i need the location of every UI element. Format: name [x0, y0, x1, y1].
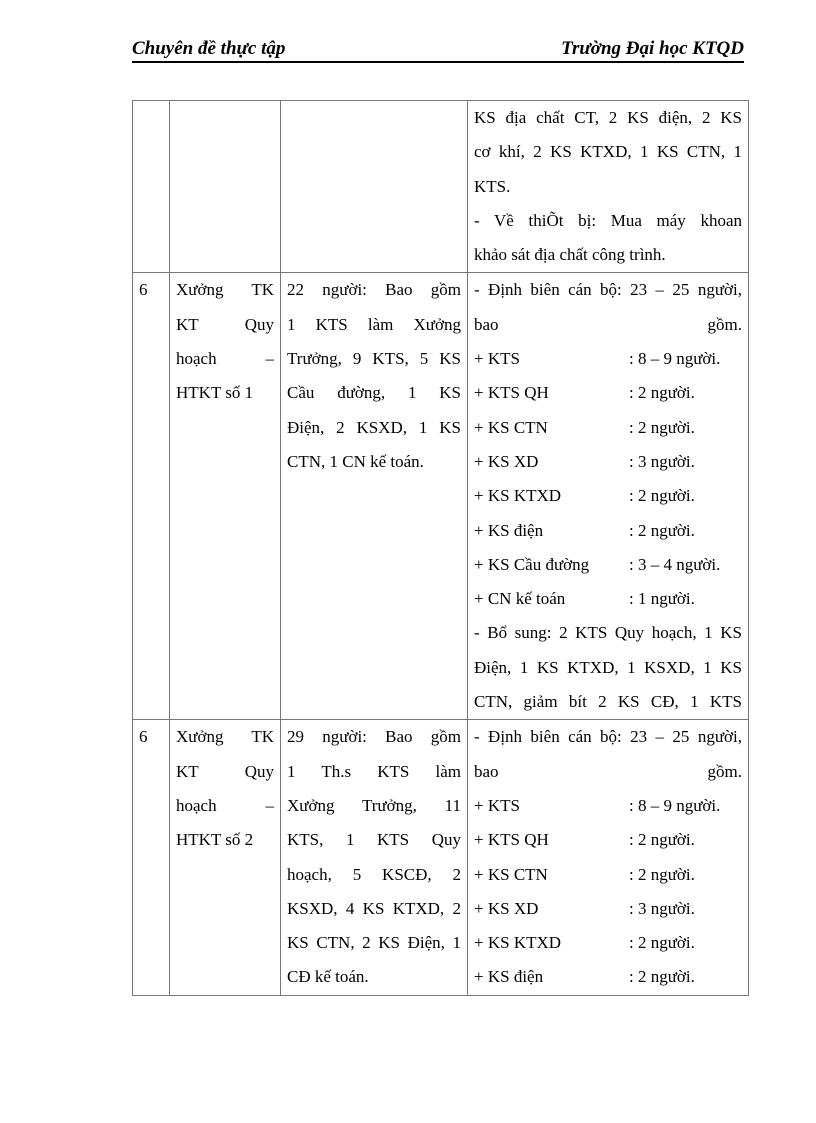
cell-text-line: bao gồm. — [474, 314, 742, 334]
planned-staff-cell — [468, 273, 749, 720]
stt-cell — [133, 720, 170, 995]
cell-text-line: KTS, 1 KTS Quy — [287, 830, 461, 850]
staffing-table-body — [133, 101, 749, 996]
cell-text-line: 29 người: Bao gồm — [287, 727, 461, 747]
cell-text-line: - Định biên cán bộ: 23 – 25 người, — [474, 727, 742, 747]
current-staff-cell — [281, 720, 468, 995]
staff-item — [474, 376, 742, 410]
cell-text-line: Xưởng TK — [176, 727, 274, 747]
cell-text-line: CĐ kế toán. — [287, 967, 369, 987]
staff-item — [474, 823, 742, 857]
cell-text-line: - Định biên cán bộ: 23 – 25 người, — [474, 280, 742, 300]
planned-staff-cell — [468, 720, 749, 995]
cell-text-line: CTN, giảm bít 2 KS CĐ, 1 KTS — [474, 692, 742, 712]
staff-count: : 1 người. — [629, 589, 695, 609]
staff-role: + KS KTXD — [474, 933, 562, 953]
table-row — [133, 273, 749, 720]
cell-text-line: Điện, 1 KS KTXD, 1 KSXD, 1 KS — [474, 657, 742, 677]
cell-text-line: hoạch – — [176, 795, 274, 815]
staff-role: + KS CTN — [474, 417, 548, 437]
staff-count: : 2 người. — [629, 417, 695, 437]
staff-count: : 2 người. — [629, 520, 695, 540]
cell-text-line: hoạch – — [176, 349, 274, 369]
staff-count: : 8 – 9 người. — [629, 795, 721, 815]
cell-text-line: Trưởng, 9 KTS, 5 KS — [287, 349, 461, 369]
unit-cell — [170, 720, 281, 995]
staff-item — [474, 479, 742, 513]
staff-role: + KTS — [474, 795, 520, 815]
cell-text-line: KT Quy — [176, 761, 274, 781]
staff-role: + KTS QH — [474, 383, 549, 403]
cell-text-line: KTS. — [474, 176, 511, 196]
cell-text-line: KS CTN, 2 KS Điện, 1 — [287, 933, 461, 953]
staff-count: : 3 người. — [629, 898, 695, 918]
staff-item — [474, 926, 742, 960]
cell-text-line: bao gồm. — [474, 761, 742, 781]
staff-item — [474, 858, 742, 892]
cell-text-line: - Về thiÕt bị: Mua máy khoan — [474, 210, 742, 230]
staff-role: + KS CTN — [474, 864, 548, 884]
staff-count: : 8 – 9 người. — [629, 349, 721, 369]
cell-text-line: khảo sát địa chất công trình. — [474, 245, 666, 265]
staff-count: : 2 người. — [629, 967, 695, 987]
staff-item — [474, 582, 742, 616]
staff-item — [474, 892, 742, 926]
cell-text-line: Điện, 2 KSXD, 1 KS — [287, 417, 461, 437]
current-staff-cell — [281, 101, 468, 273]
cell-text-line: KS địa chất CT, 2 KS điện, 2 KS — [474, 108, 742, 127]
staffing-table — [132, 100, 749, 996]
staff-item — [474, 960, 742, 994]
staff-item — [474, 342, 742, 376]
cell-text-line: 1 KTS làm Xưởng — [287, 314, 461, 334]
cell-text-line: Cầu đường, 1 KS — [287, 383, 461, 403]
staff-role: + CN kế toán — [474, 589, 566, 609]
staff-count: : 2 người. — [629, 830, 695, 850]
cell-text-line: KSXD, 4 KS KTXD, 2 — [287, 898, 461, 918]
staff-role: + KS điện — [474, 520, 544, 540]
planned-staff-cell — [468, 101, 749, 273]
row-number: 6 — [139, 280, 148, 300]
cell-text-line: - Bổ sung: 2 KTS Quy hoạch, 1 KS — [474, 623, 742, 643]
current-staff-cell — [281, 273, 468, 720]
header-right-title: Trường Đại học KTQD — [561, 38, 744, 59]
unit-cell — [170, 101, 281, 273]
staff-count: : 2 người. — [629, 383, 695, 403]
stt-cell — [133, 273, 170, 720]
staff-role: + KS KTXD — [474, 486, 562, 506]
staff-count: : 3 người. — [629, 451, 695, 471]
header-left-title: Chuyên đề thực tập — [132, 38, 286, 59]
staff-role: + KTS QH — [474, 830, 549, 850]
row-number: 6 — [139, 727, 148, 747]
staff-count: : 2 người. — [629, 864, 695, 884]
staff-item — [474, 548, 742, 582]
staff-role: + KS điện — [474, 967, 544, 987]
running-header — [132, 36, 744, 64]
cell-text-line: cơ khí, 2 KS KTXD, 1 KS CTN, 1 — [474, 142, 742, 162]
staff-item — [474, 411, 742, 445]
cell-text-line: HTKT số 1 — [176, 383, 254, 403]
cell-text-line: Xưởng TK — [176, 280, 274, 300]
table-row — [133, 101, 749, 273]
cell-text-line: KT Quy — [176, 314, 274, 334]
staff-item — [474, 514, 742, 548]
staff-item — [474, 789, 742, 823]
cell-text-line: HTKT số 2 — [176, 830, 254, 850]
staff-role: + KS XD — [474, 451, 539, 471]
cell-text-line: 1 Th.s KTS làm — [287, 761, 461, 781]
staff-item — [474, 445, 742, 479]
staff-count: : 2 người. — [629, 486, 695, 506]
staff-role: + KS XD — [474, 898, 539, 918]
stt-cell — [133, 101, 170, 273]
staff-role: + KS Cầu đường — [474, 554, 590, 574]
cell-text-line: CTN, 1 CN kế toán. — [287, 451, 424, 471]
staff-count: : 2 người. — [629, 933, 695, 953]
unit-cell — [170, 273, 281, 720]
staff-count: : 3 – 4 người. — [629, 554, 721, 574]
cell-text-line: 22 người: Bao gồm — [287, 280, 461, 300]
cell-text-line: Xưởng Trưởng, 11 — [287, 795, 461, 815]
staff-role: + KTS — [474, 349, 520, 369]
cell-text-line: hoạch, 5 KSCĐ, 2 — [287, 864, 461, 884]
table-row — [133, 720, 749, 995]
header-divider — [132, 61, 744, 63]
